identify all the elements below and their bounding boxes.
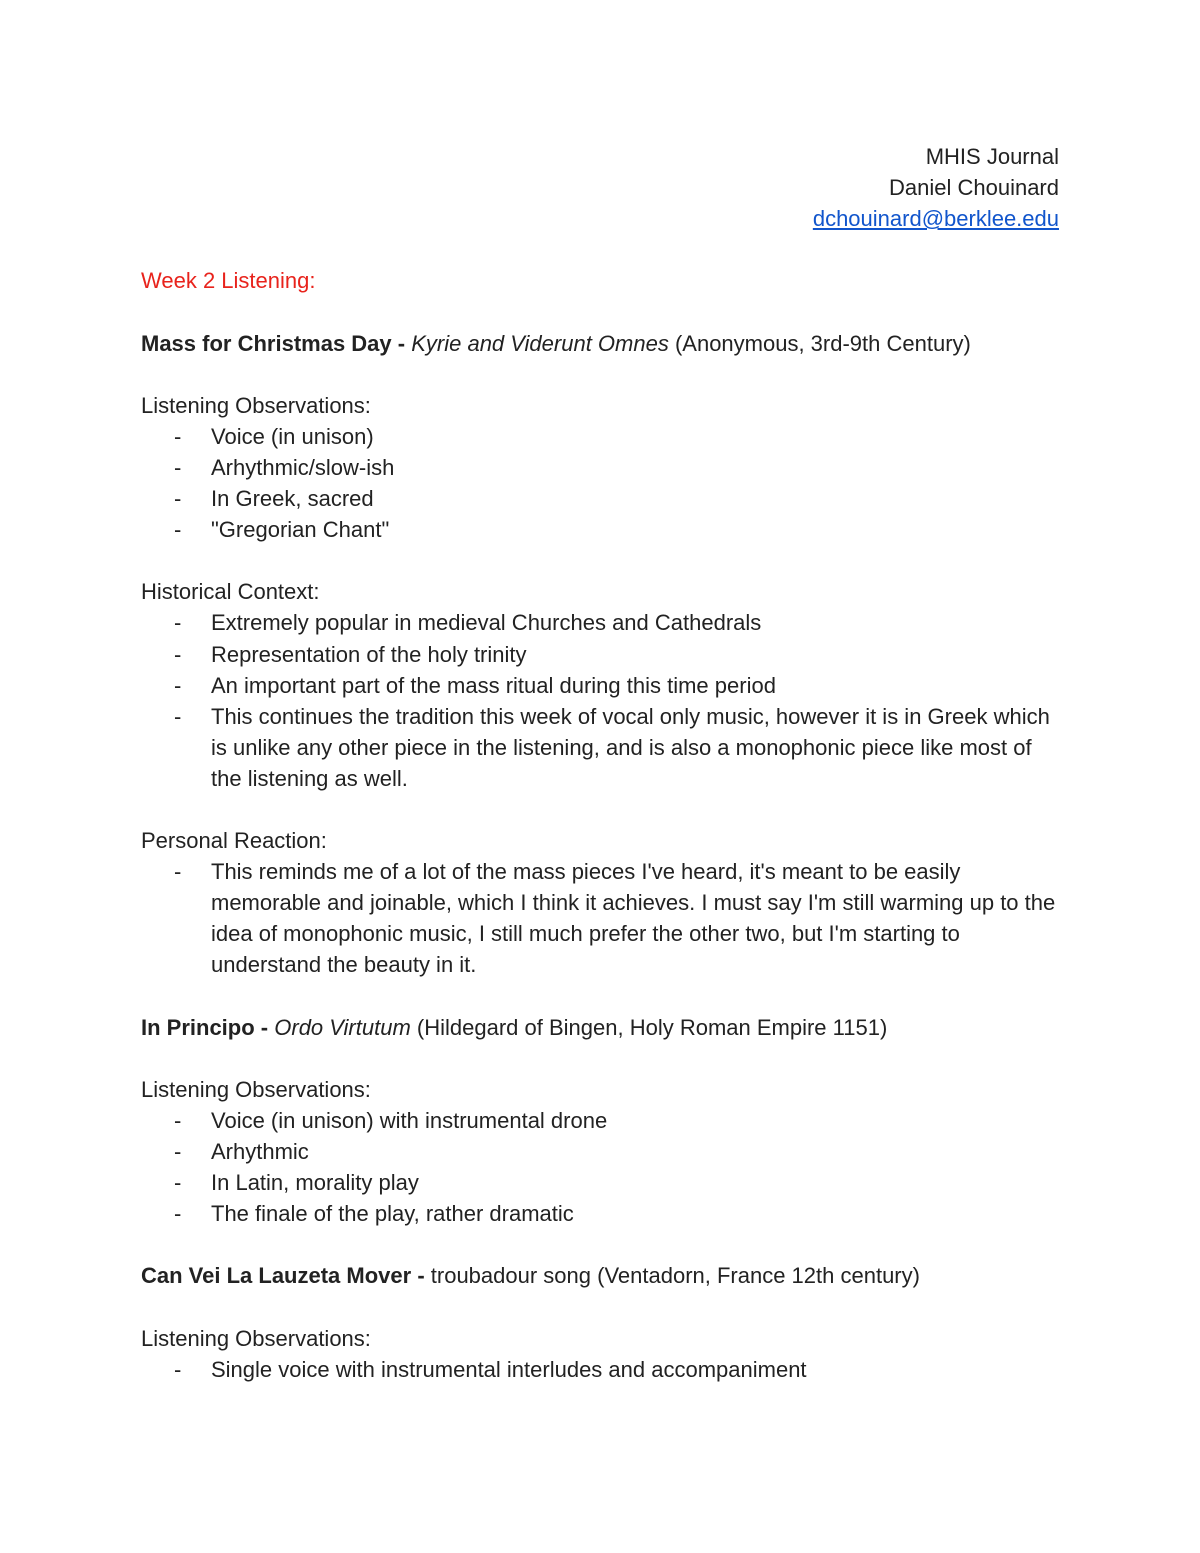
work-separator: - (391, 330, 412, 356)
dash-bullet: - (174, 610, 182, 636)
list-item (141, 1105, 1059, 1136)
dash-bullet: - (174, 1201, 182, 1227)
work-title (141, 1260, 1059, 1291)
bullet-list (141, 607, 1059, 794)
author-name: Daniel Chouinard (889, 175, 1059, 201)
spacer (141, 234, 1059, 265)
list-item-text: Voice (in unison) (211, 423, 374, 449)
list-item (141, 701, 1059, 794)
section-label: Listening Observations: (141, 392, 371, 418)
list-item-text: Representation of the holy trinity (211, 641, 527, 667)
dash-bullet: - (174, 1139, 182, 1164)
section-label: Listening Observations: (141, 1325, 371, 1351)
list-item-text: This continues the tradition this week of vocal only music, however it is in Greek which is unlike any other piece in the listening, and is also a monophonic piece like most of the listening as well. (211, 703, 1050, 791)
work-info: (Hildegard of Bingen, Holy Roman Empire 1151) (410, 1014, 888, 1040)
list-item (141, 1354, 1059, 1385)
dash-bullet: - (174, 454, 182, 480)
week-heading: Week 2 Listening: (141, 268, 316, 294)
work-separator: - (411, 1263, 431, 1289)
list-item (141, 856, 1059, 980)
spacer (141, 359, 1059, 390)
section-label: Historical Context: (141, 579, 320, 605)
list-item (141, 1167, 1059, 1198)
list-item-text: Arhythmic/slow-ish (211, 454, 395, 480)
dash-bullet: - (174, 486, 182, 512)
work-name: Can Vei La Lauzeta Mover (141, 1263, 412, 1289)
work-subtitle: Kyrie and Viderunt Omnes (411, 330, 669, 356)
list-item-text: Single voice with instrumental interludes and accompaniment (211, 1356, 807, 1382)
dash-bullet: - (174, 1107, 182, 1133)
course-title: MHIS Journal (925, 144, 1059, 169)
spacer (141, 545, 1059, 576)
spacer (141, 794, 1059, 825)
bullet-list (141, 856, 1059, 980)
work-subtitle: Ordo Virtutum (274, 1014, 411, 1040)
dash-bullet: - (174, 859, 182, 885)
dash-bullet: - (174, 423, 182, 449)
spacer (141, 1291, 1059, 1322)
list-item (141, 607, 1059, 638)
bullet-list (141, 1105, 1059, 1229)
dash-bullet: - (174, 703, 182, 729)
work-title (141, 1012, 1059, 1043)
author-email-link[interactable]: dchouinard@berklee.edu (812, 206, 1059, 232)
list-item-text: In Latin, morality play (211, 1170, 419, 1196)
list-item-text: An important part of the mass ritual during this time period (211, 672, 776, 698)
section-label: Personal Reaction: (141, 828, 327, 854)
dash-bullet: - (174, 1170, 182, 1196)
list-item (141, 1198, 1059, 1229)
spacer (141, 981, 1059, 1012)
work-info: (Ventadorn, France 12th century) (591, 1263, 920, 1289)
dash-bullet: - (174, 672, 182, 698)
list-item (141, 514, 1059, 545)
document-page (141, 141, 1059, 1385)
list-item-text: The finale of the play, rather dramatic (211, 1201, 574, 1227)
list-item-text: Arhythmic (211, 1139, 309, 1164)
bullet-list (141, 1354, 1059, 1385)
dash-bullet: - (174, 1356, 182, 1382)
list-item (141, 421, 1059, 452)
work-subtitle: troubadour song (430, 1263, 591, 1289)
list-item-text: Voice (in unison) with instrumental drone (211, 1107, 608, 1133)
work-title (141, 328, 1059, 359)
document-header (141, 141, 1059, 234)
spacer (141, 1043, 1059, 1074)
spacer (141, 1229, 1059, 1260)
works-list (141, 296, 1059, 1384)
section-label: Listening Observations: (141, 1076, 371, 1102)
list-item (141, 452, 1059, 483)
dash-bullet: - (174, 641, 182, 667)
list-item-text: This reminds me of a lot of the mass pieces I've heard, it's meant to be easily memorable and joinable, which I think it achieves. I must say I'm still warming up to the idea of monophonic music, I still much prefer the other two, but I'm starting to understand the beauty in it. (211, 859, 1056, 978)
list-item (141, 483, 1059, 514)
work-info: (Anonymous, 3rd-9th Century) (668, 330, 971, 356)
list-item-text: Extremely popular in medieval Churches and Cathedrals (211, 610, 762, 636)
dash-bullet: - (174, 517, 182, 543)
list-item-text: In Greek, sacred (211, 486, 374, 512)
list-item-text: "Gregorian Chant" (211, 517, 390, 543)
work-separator: - (254, 1014, 275, 1040)
bullet-list (141, 421, 1059, 545)
list-item (141, 639, 1059, 670)
spacer (141, 296, 1059, 327)
list-item (141, 1136, 1059, 1167)
list-item (141, 670, 1059, 701)
work-name: Mass for Christmas Day (141, 330, 392, 356)
work-name: In Principo (141, 1014, 255, 1040)
